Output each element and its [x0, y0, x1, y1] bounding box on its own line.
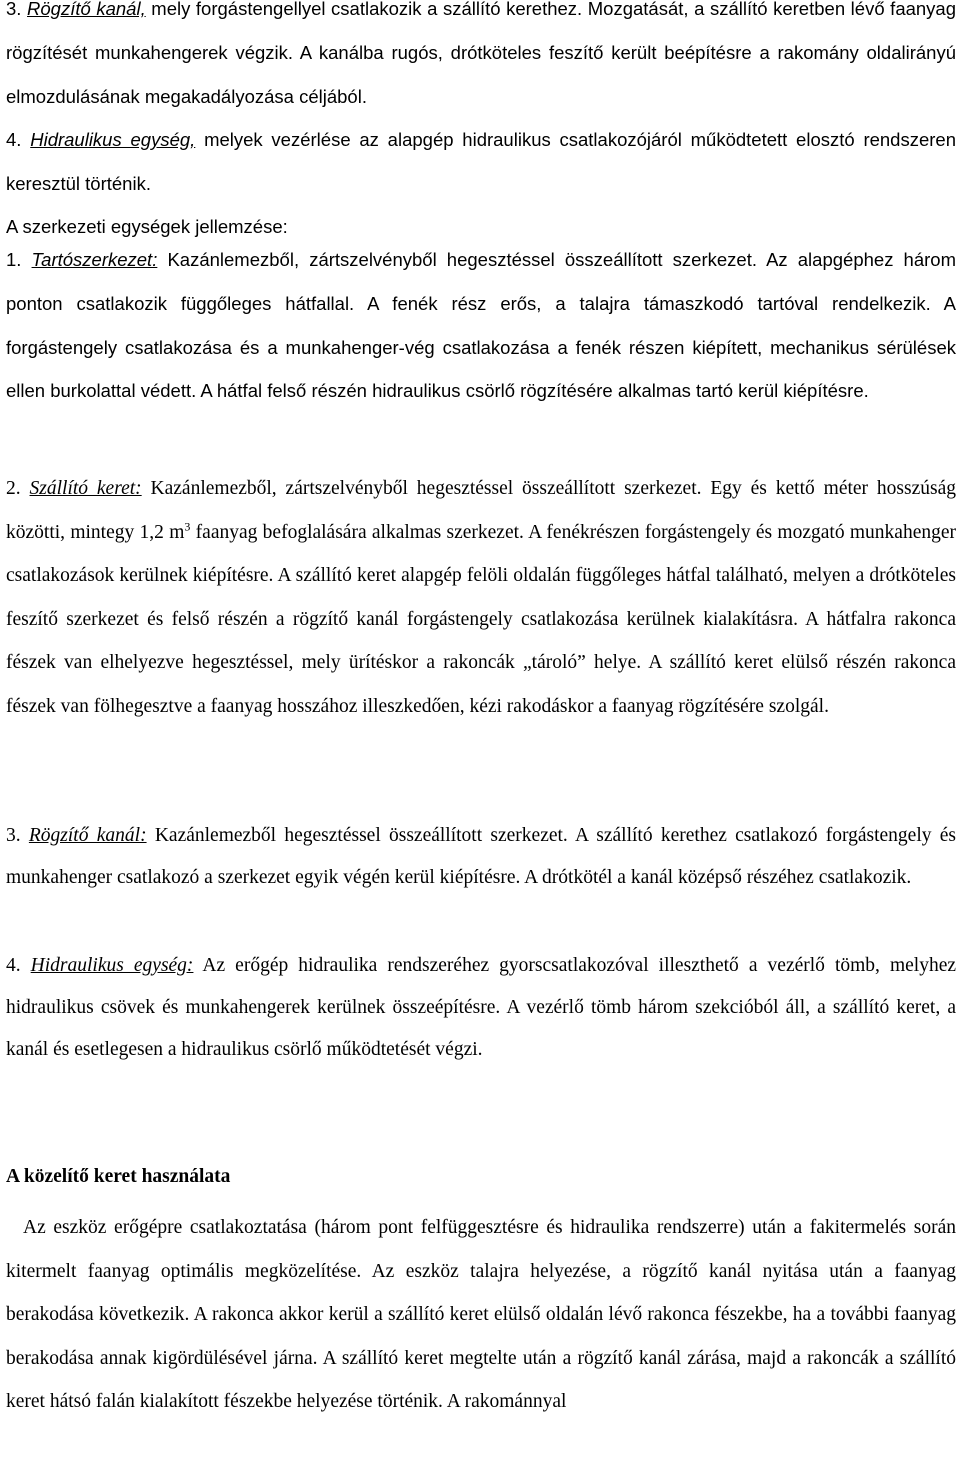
paragraph-tartoszerkezet — [6, 238, 956, 413]
superscript-3: 3 — [184, 519, 191, 533]
paragraph-hidraulikus-egyseg — [6, 945, 956, 1070]
paragraph-hasznalat — [6, 1206, 956, 1424]
item-text: Az eszköz erőgépre csatlakoztatása (három pont felfüggesztésre és hidraulika rendszerre) után a fakitermelés során kitermelt faanyag optimális megközelítése. Az eszköz talajra helyezése, a rögzítő kanál nyitása után a faanyag berakodása következik. A rakonca akkor kerül a szállító keret elülső oldalán lévő rakonca fészekbe, ha a további faanyag berakodása annak kigördülésével járna. A szállító keret megtelte után a rögzítő kanál zárása, majd a rakoncák a szállító keret hátsó falán kialakított fészekbe helyezése történik. A rakománnyal — [6, 1217, 956, 1412]
paragraph-rogzito-kanal — [6, 815, 956, 899]
item-number: 3. — [6, 0, 22, 19]
item-text: Kazánlemezből hegesztéssel összeállított szerkezet. A szállító kerethez csatlakozó forgástengely és munkahenger csatlakozó a szerkezet egyik végén kerül kiépítésre. A drótkötél a kanál középső részéhez csatlakozik. — [6, 825, 956, 888]
item-text-continued: faanyag befoglalására alkalmas szerkezet. A fenékrészen forgástengely és mozgató munkahenger csatlakozások kerülnek kiépítésre. A szállító keret alapgép felöli oldalán függőleges hátfal található, melyen a drótköteles feszítő szerkezet és felső részén a rögzítő kanál forgástengely csatlakozása kerülnek kialakításra. A hátfalra rakonca fészek van elhelyezve hegesztéssel, mely ürítéskor a rakoncák „tároló” helye. A szállító keret elülső részén rakonca fészek van fölhegesztve a faanyag hosszához illeszkedően, kézi rakodáskor a faanyag rögzítésére szolgál. — [6, 521, 956, 717]
item-number: 4. — [6, 129, 22, 150]
item-number: 4. — [6, 955, 21, 976]
paragraph-hidraulikus-intro — [6, 118, 956, 206]
item-text: Kazánlemezből, zártszelvényből hegesztéssel összeállított szerkezet. Egy és kettő méter hosszúság közötti, mintegy 1,2 m — [6, 478, 956, 543]
item-text: Kazánlemezből, zártszelvényből hegesztéssel összeállított szerkezet. Az alapgéphez három ponton csatlakozik függőleges hátfallal. A fenék rész erős, a talajra támaszkodó tartóval rendelkezik. A forgástengely csatlakozása és a munkahenger-vég csatlakozása a fenék részen kiépített, mechanikus sérülések ellen burkolattal védett. A hátfal felső részén hidraulikus csörlő rögzítésére alkalmas tartó kerül kiépítésre. — [6, 249, 956, 402]
item-label: Szállító keret: — [29, 478, 142, 499]
item-number: 2. — [6, 478, 21, 499]
item-label: Rögzítő kanál: — [28, 825, 147, 846]
paragraph-rogzito-kanal-intro — [6, 0, 956, 118]
item-text: Az erőgép hidraulika rendszeréhez gyorscsatlakozóval illeszthető a vezérlő tömb, melyhez hidraulikus csövek és munkahengerek kerülnek összeépítésre. A vezérlő tömb három szekcióból áll, a szállító keret, a kanál és esetlegesen a hidraulikus csörlő működtetését végzi. — [6, 955, 957, 1060]
section-title: A szerkezeti egységek jellemzése: — [6, 216, 288, 237]
item-label: Tartószerkezet: — [31, 249, 158, 270]
heading-kozelito-keret: A közelítő keret használata — [6, 1166, 231, 1187]
item-label: Hidraulikus egység: — [30, 955, 194, 976]
item-label: Hidraulikus egység, — [30, 129, 196, 150]
paragraph-szallito-keret — [6, 467, 956, 728]
item-number: 3. — [6, 825, 21, 846]
item-label: Rögzítő kanál, — [27, 0, 146, 19]
item-text: mely forgástengellyel csatlakozik a szállító kerethez. Mozgatását, a szállító keretben lévő faanyag rögzítését munkahengerek végzik. A kanálba rugós, drótköteles feszítő került beépítésre a rakomány oldalirányú elmozdulásának megakadályozása céljából. — [6, 0, 957, 107]
item-number: 1. — [6, 249, 22, 270]
item-text: melyek vezérlése az alapgép hidraulikus csatlakozójáról működtetett elosztó rendszeren keresztül történik. — [6, 129, 956, 194]
